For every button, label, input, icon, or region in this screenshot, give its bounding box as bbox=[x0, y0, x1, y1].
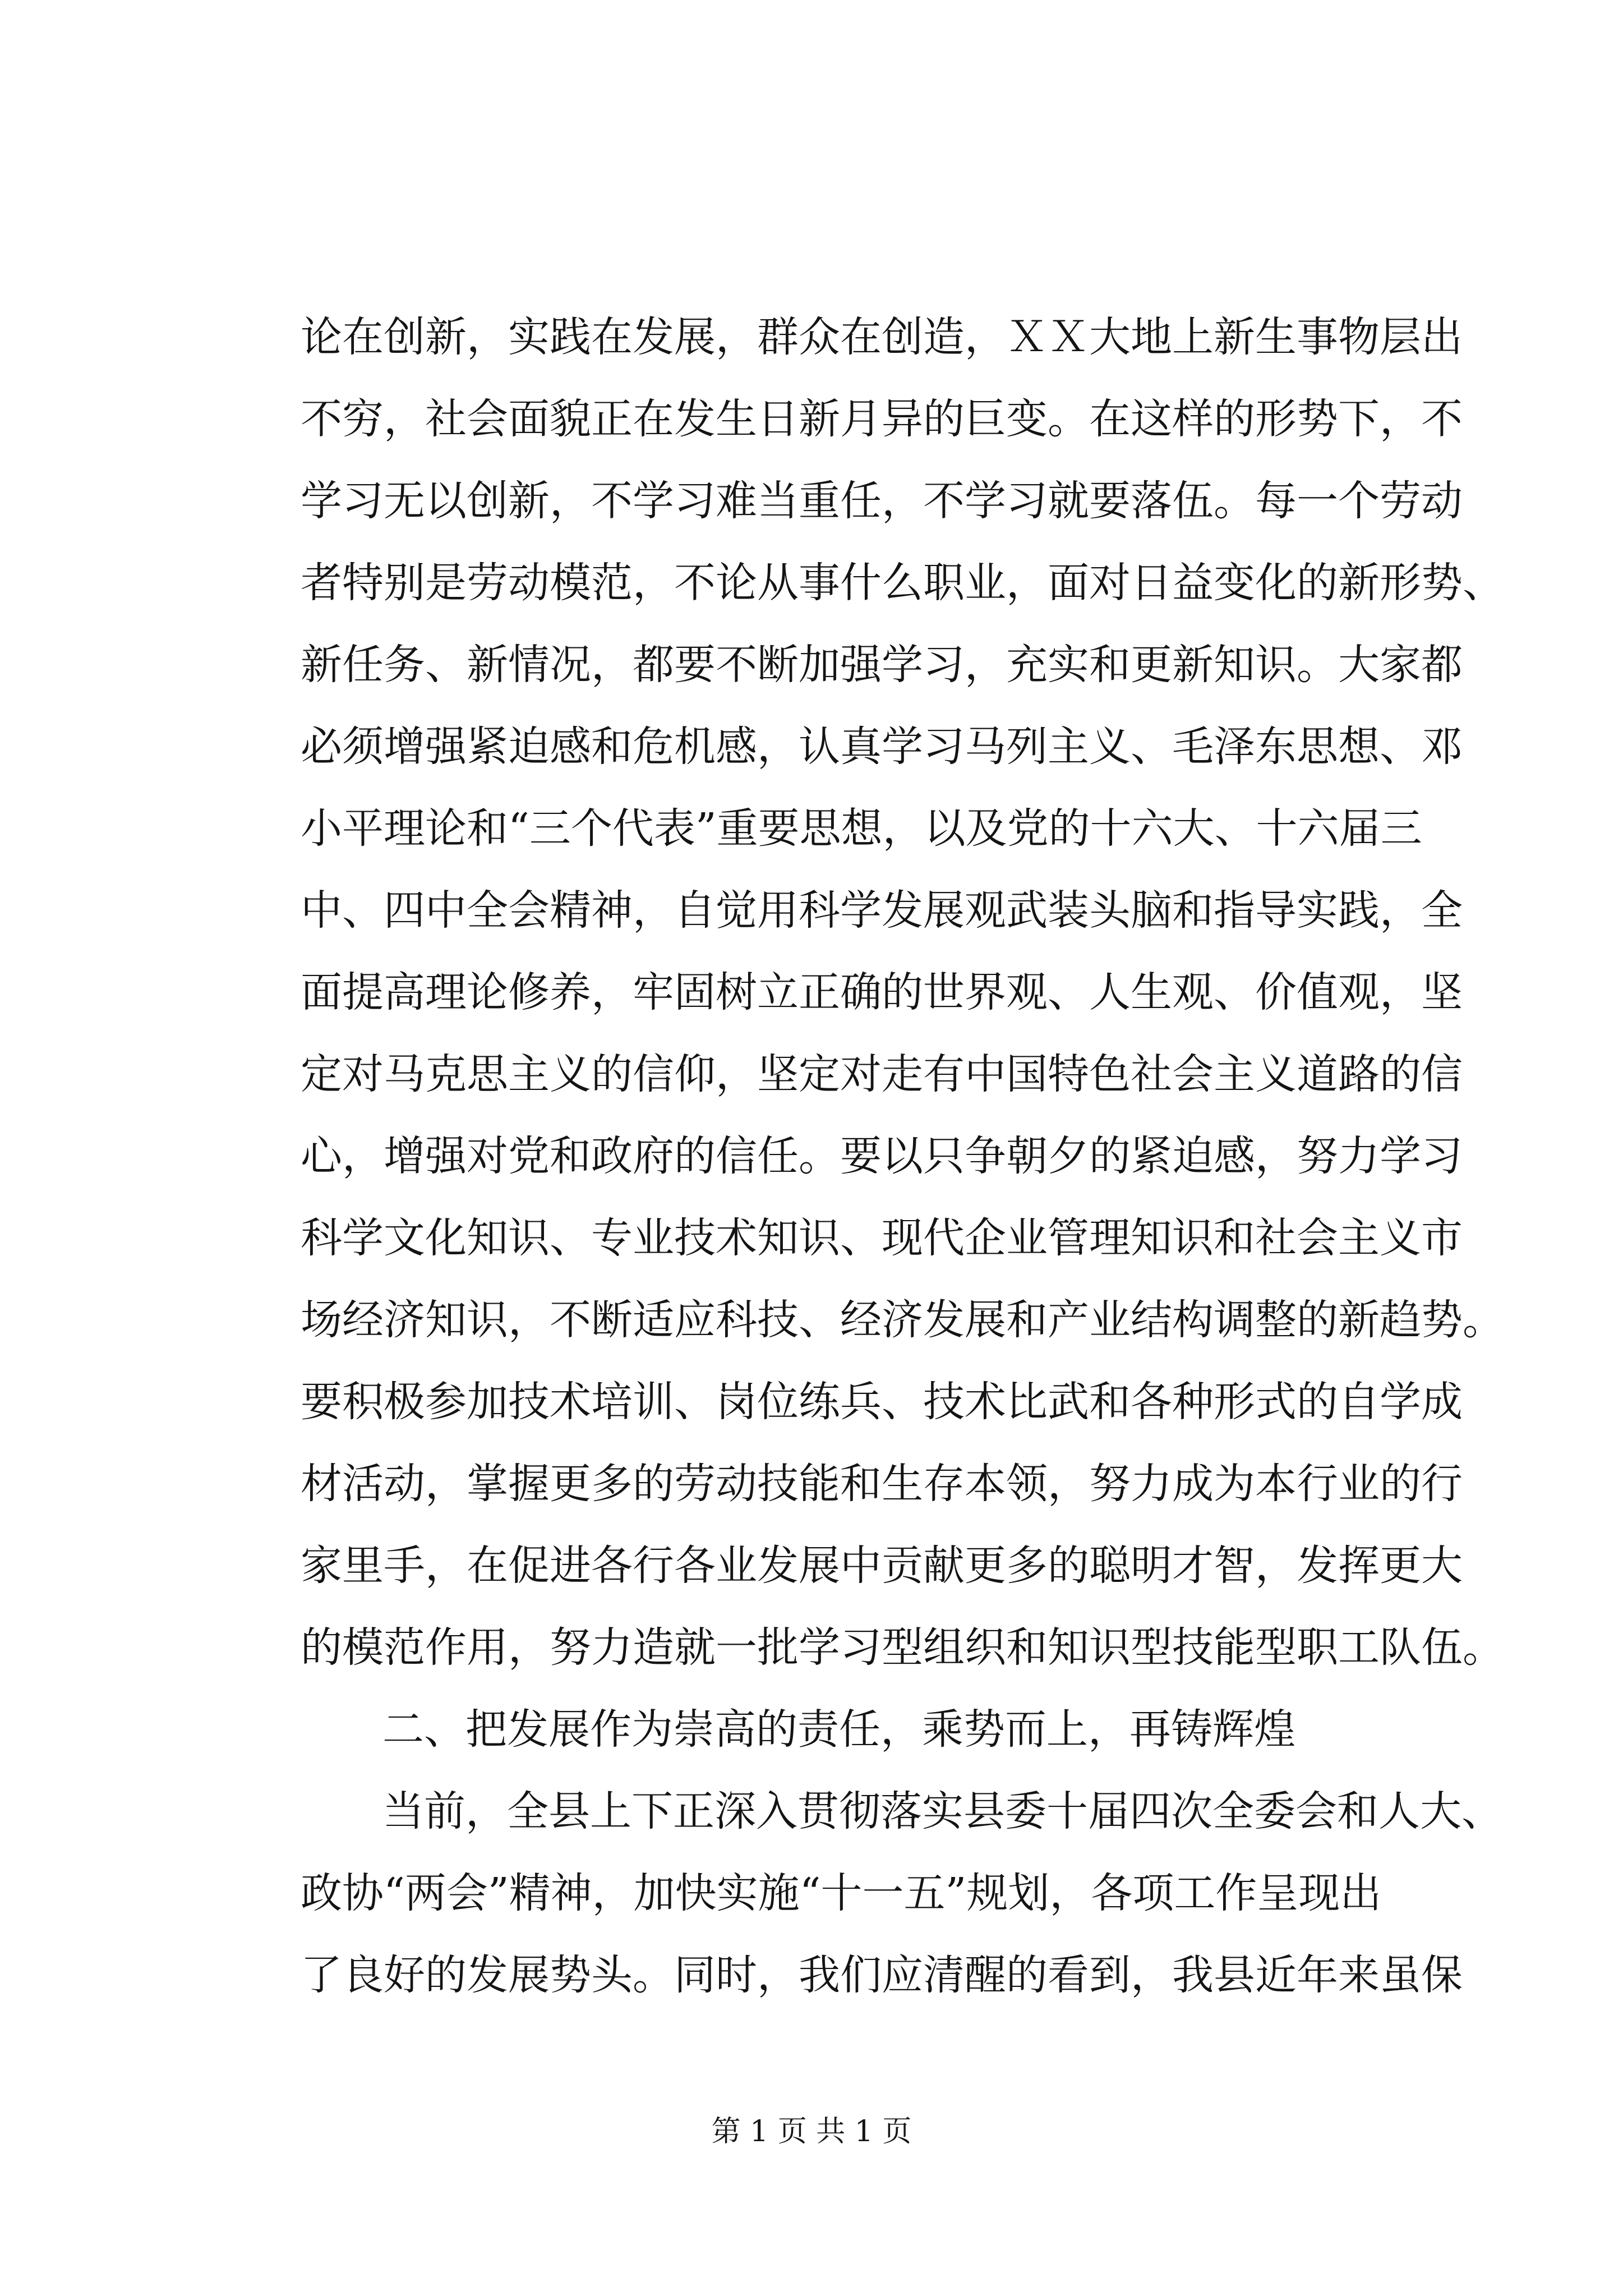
text-line: 科学文化知识、专业技术知识、现代企业管理知识和社会主义市 bbox=[301, 1214, 1463, 1262]
text-line: 材活动，掌握更多的劳动技能和生存本领，努力成为本行业的行 bbox=[301, 1460, 1463, 1508]
text-line: 必须增强紧迫感和危机感，认真学习马列主义、毛泽东思想、邓 bbox=[301, 723, 1463, 771]
text-line: 小平理论和“三个代表”重要思想，以及党的十六大、十六届三 bbox=[301, 804, 1422, 853]
text-line: 要积极参加技术培训、岗位练兵、技术比武和各种形式的自学成 bbox=[301, 1378, 1463, 1426]
text-line: 定对马克思主义的信仰，坚定对走有中国特色社会主义道路的信 bbox=[301, 1050, 1463, 1098]
text-line: 面提高理论修养，牢固树立正确的世界观、人生观、价值观，坚 bbox=[301, 968, 1463, 1016]
text-line: 的模范作用，努力造就一批学习型组织和知识型技能型职工队伍。 bbox=[301, 1623, 1504, 1672]
text-line: 不穷，社会面貌正在发生日新月异的巨变。在这样的形势下，不 bbox=[301, 395, 1463, 443]
text-line: 政协“两会”精神，加快实施“十一五”规划，各项工作呈现出 bbox=[301, 1869, 1382, 1917]
text-line: 论在创新，实践在发展，群众在创造，ＸＸ大地上新生事物层出 bbox=[301, 313, 1463, 361]
text-line: 学习无以创新，不学习难当重任，不学习就要落伍。每一个劳动 bbox=[301, 477, 1463, 525]
page-footer bbox=[0, 2109, 1623, 2154]
text-line: 新任务、新情况，都要不断加强学习，充实和更新知识。大家都 bbox=[301, 641, 1463, 689]
text-line: 者特别是劳动模范，不论从事什么职业，面对日益变化的新形势、 bbox=[301, 559, 1504, 607]
paragraph-first-line: 当前，全县上下正深入贯彻落实县委十届四次全委会和人大、 bbox=[382, 1787, 1503, 1835]
page-number-label: 第 1 页 共 1 页 bbox=[711, 2115, 912, 2148]
text-line: 中、四中全会精神，自觉用科学发展观武装头脑和指导实践，全 bbox=[301, 886, 1463, 935]
text-line: 家里手，在促进各行各业发展中贡献更多的聪明才智，发挥更大 bbox=[301, 1542, 1463, 1590]
text-line: 了良好的发展势头。同时，我们应清醒的看到，我县近年来虽保 bbox=[301, 1951, 1463, 1999]
text-line: 场经济知识，不断适应科技、经济发展和产业结构调整的新趋势。 bbox=[301, 1296, 1504, 1344]
document-body bbox=[301, 296, 1504, 2016]
text-line: 心，增强对党和政府的信任。要以只争朝夕的紧迫感，努力学习 bbox=[301, 1132, 1463, 1180]
section-heading: 二、把发展作为崇高的责任，乘势而上，再铸辉煌 bbox=[382, 1705, 1295, 1754]
